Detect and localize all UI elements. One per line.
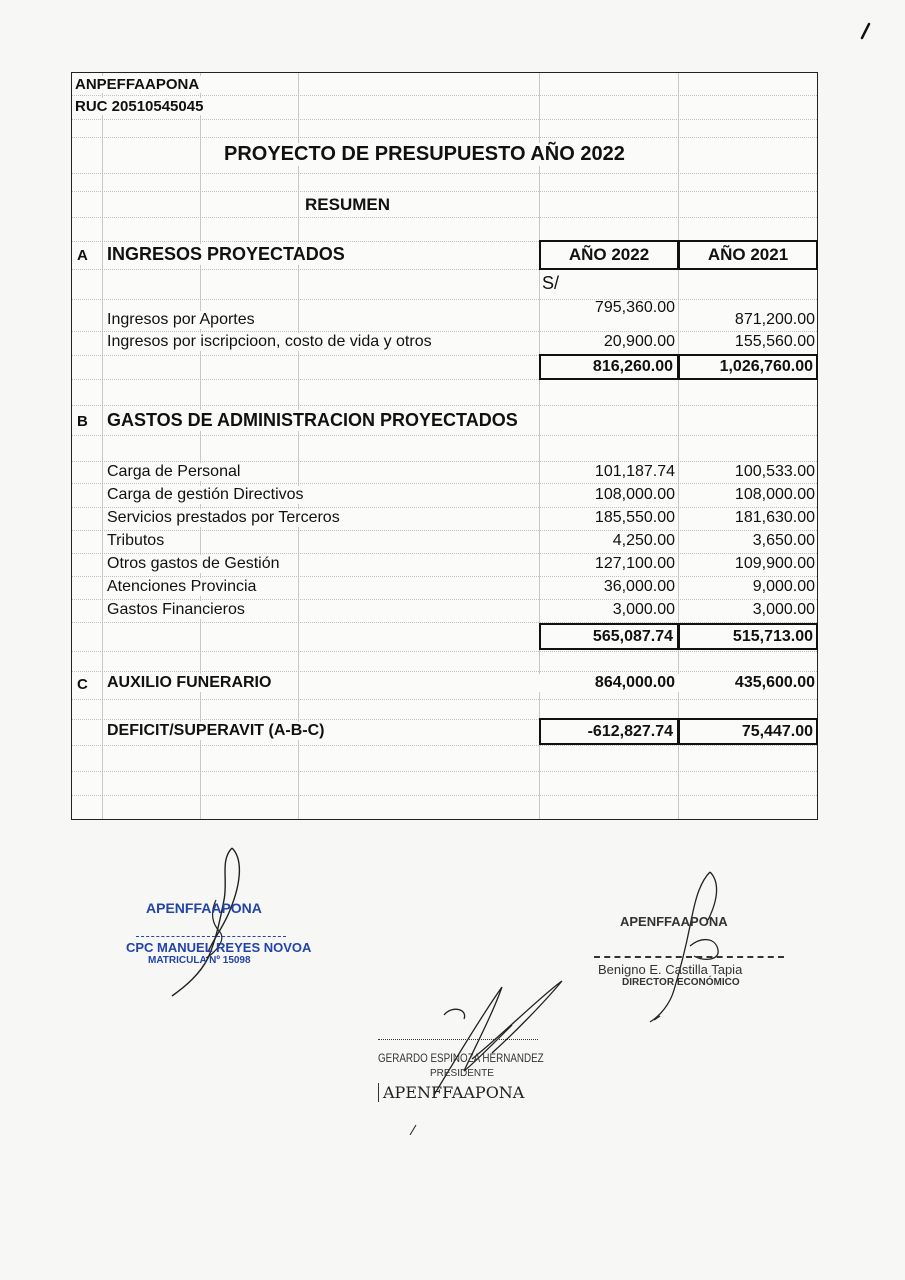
center-stamp-role: PRESIDENTE [430, 1068, 494, 1079]
grid-line [72, 771, 817, 772]
section-b-title: GASTOS DE ADMINISTRACION PROYECTADOS [107, 410, 522, 431]
grid-line [72, 671, 817, 672]
grid-line [72, 435, 817, 436]
grid-line [678, 73, 679, 819]
expense-row-2021: 181,630.00 [734, 509, 815, 526]
signature-right [590, 866, 810, 1026]
expense-row-label: Otros gastos de Gestión [107, 555, 284, 573]
expense-row-label: Servicios prestados por Terceros [107, 509, 344, 527]
grid-line [72, 137, 817, 138]
expense-row-label: Carga de gestión Directivos [107, 486, 308, 504]
expense-row-2022: 3,000.00 [612, 601, 675, 618]
ruc-number: RUC 20510545045 [75, 98, 207, 115]
grid-line [72, 553, 817, 554]
signature-scribble-icon [590, 866, 810, 1026]
center-signature-line [378, 1039, 538, 1040]
expense-row-2021: 100,533.00 [734, 463, 815, 480]
grid-line [72, 651, 817, 652]
left-stamp-reg: MATRICULA Nº 15098 [148, 955, 251, 966]
center-stamp-org: APENFFAAPONA [378, 1083, 524, 1102]
grid-line [72, 576, 817, 577]
right-signature-line [594, 956, 784, 958]
left-signature-line [136, 936, 286, 937]
grid-line [72, 119, 817, 120]
right-stamp-role: DIRECTOR ECONÓMICO [622, 977, 740, 988]
income-row-label: Ingresos por Aportes [107, 311, 259, 329]
left-stamp-org: APENFFAAPONA [146, 900, 262, 916]
grid-line [72, 217, 817, 218]
section-a-title: INGRESOS PROYECTADOS [107, 244, 349, 265]
result-2022: -612,827.74 [539, 718, 679, 745]
funeral-aid-2021: 435,600.00 [678, 674, 815, 692]
income-row-2021: 155,560.00 [734, 333, 815, 350]
grid-line [72, 483, 817, 484]
grid-line [72, 461, 817, 462]
grid-line [72, 699, 817, 700]
expense-row-2021: 109,900.00 [734, 555, 815, 572]
grid-line [102, 73, 103, 819]
grid-line [72, 173, 817, 174]
grid-line [200, 73, 201, 819]
funeral-aid-2022: 864,000.00 [539, 674, 675, 692]
grid-line [72, 191, 817, 192]
grid-line [298, 73, 299, 819]
expense-row-2022: 4,250.00 [612, 532, 675, 549]
grid-line [72, 507, 817, 508]
expense-row-label: Tributos [107, 532, 168, 550]
income-row-label: Ingresos por iscripcioon, costo de vida y otros [107, 333, 436, 351]
expense-row-2022: 127,100.00 [594, 555, 675, 572]
right-stamp-name: Benigno E. Castilla Tapia [598, 962, 743, 977]
section-c-letter: C [77, 676, 88, 693]
column-header-2021: AÑO 2021 [678, 240, 818, 270]
org-name: ANPEFFAAPONA [75, 76, 203, 93]
grid-line [72, 795, 817, 796]
expense-row-2021: 3,650.00 [752, 532, 815, 549]
income-total-2022: 816,260.00 [539, 354, 679, 380]
expense-row-2021: 108,000.00 [734, 486, 815, 503]
grid-line [72, 745, 817, 746]
income-row-2022: 20,900.00 [603, 333, 675, 350]
grid-line [72, 95, 817, 96]
currency-label: S/ [542, 273, 560, 293]
income-row-2022: 795,360.00 [594, 299, 675, 316]
signature-scribble-icon [120, 840, 320, 1000]
grid-line [72, 299, 817, 300]
page-title: PROYECTO DE PRESUPUESTO AÑO 2022 [220, 143, 629, 166]
signature-center [372, 975, 592, 1135]
left-stamp-name: CPC MANUEL REYES NOVOA [126, 940, 312, 955]
expense-row-label: Gastos Financieros [107, 601, 249, 619]
grid-line [72, 530, 817, 531]
expense-total-2021: 515,713.00 [678, 623, 818, 650]
expense-row-2021: 9,000.00 [752, 578, 815, 595]
budget-sheet [71, 72, 818, 820]
section-a-letter: A [77, 247, 88, 264]
expense-row-2021: 3,000.00 [752, 601, 815, 618]
center-stamp-name: GERARDO ESPINOZA HERNANDEZ [378, 1051, 544, 1065]
expense-row-2022: 101,187.74 [594, 463, 675, 480]
income-total-2021: 1,026,760.00 [678, 354, 818, 380]
income-row-2021: 871,200.00 [734, 311, 815, 328]
grid-line [539, 73, 540, 819]
page-subtitle: RESUMEN [301, 195, 394, 215]
signature-left [120, 840, 320, 1000]
right-stamp-org: APENFFAAPONA [620, 914, 728, 929]
grid-line [72, 405, 817, 406]
expense-row-label: Carga de Personal [107, 463, 244, 481]
pen-mark-icon [858, 22, 872, 40]
result-label: DEFICIT/SUPERAVIT (A-B-C) [107, 722, 328, 740]
result-2021: 75,447.00 [678, 718, 818, 745]
grid-line [72, 599, 817, 600]
section-c-title: AUXILIO FUNERARIO [107, 674, 275, 692]
expense-row-2022: 185,550.00 [594, 509, 675, 526]
section-b-letter: B [77, 413, 88, 430]
expense-row-2022: 108,000.00 [594, 486, 675, 503]
grid-line [72, 331, 817, 332]
expense-row-2022: 36,000.00 [603, 578, 675, 595]
column-header-2022: AÑO 2022 [539, 240, 679, 270]
expense-total-2022: 565,087.74 [539, 623, 679, 650]
expense-row-label: Atenciones Provincia [107, 578, 260, 596]
